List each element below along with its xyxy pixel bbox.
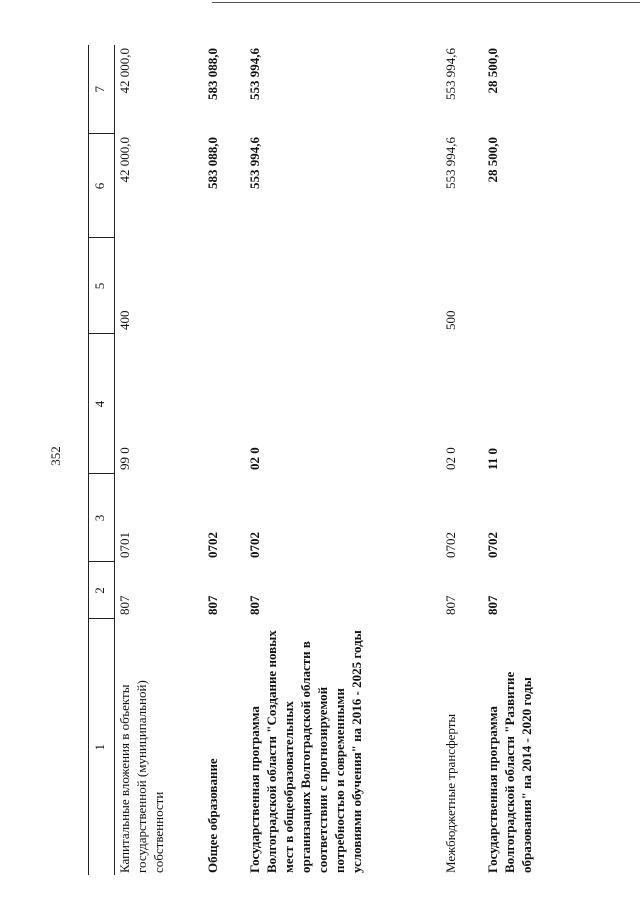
cell-col-5 [483, 238, 563, 334]
header-col-1: 1 [89, 619, 115, 875]
header-col-5: 5 [89, 238, 115, 334]
cell-col-4: 02 0 [442, 447, 458, 470]
page-number: 352 [48, 446, 63, 466]
table-row [441, 45, 483, 875]
header-col-6: 6 [89, 134, 115, 238]
cell-col-2: 807 [442, 595, 458, 615]
cell-col-2: 807 [117, 595, 132, 615]
cell-col-2: 807 [204, 595, 220, 615]
cell-col-3: 0702 [204, 532, 220, 558]
cell-col-7: 553 994,6 [246, 48, 262, 100]
top-rule [212, 2, 640, 3]
header-col-3: 3 [89, 474, 115, 562]
cell-col-3: 0701 [117, 532, 132, 558]
rotated-table-container [88, 45, 633, 875]
cell-col-7: 553 994,6 [442, 48, 458, 100]
cell-col-6: 553 994,6 [246, 137, 262, 189]
header-row [89, 45, 115, 875]
cell-col-6: 28 500,0 [484, 137, 500, 183]
row-name: Государственная программа Волгоградской области "Развитие образования" на 2014 - 2020 годы [484, 671, 534, 873]
cell-col-4: 02 0 [246, 447, 262, 470]
cell-col-7: 28 500,0 [484, 48, 500, 94]
cell-col-4 [203, 334, 245, 474]
table-row [245, 45, 441, 875]
header-col-4: 4 [89, 334, 115, 474]
cell-col-5 [245, 238, 441, 334]
row-name: Межбюджетные трансферты [442, 713, 458, 873]
cell-col-3: 0702 [442, 532, 458, 558]
cell-col-7: 42 000,0 [117, 48, 132, 94]
cell-col-3: 0702 [246, 532, 262, 558]
table-row [483, 45, 563, 875]
table-row [203, 45, 245, 875]
cell-col-6: 42 000,0 [117, 137, 132, 183]
cell-col-2: 807 [484, 595, 500, 615]
cell-col-5: 500 [442, 310, 458, 330]
cell-col-5: 400 [117, 310, 132, 330]
budget-table [88, 45, 563, 875]
cell-col-6: 553 994,6 [442, 137, 458, 189]
cell-col-4: 99 0 [117, 447, 132, 470]
row-name: Государственная программа Волгоградской области "Создание новых мест в общеобразовательных организациях Волгоградской области в соответствии с прогнозируемой потребностью и современными условиями обучения" на 2016 - 2025 годы [246, 630, 364, 873]
row-name: Капитальные вложения в объекты государственной (муниципальной) собственности [117, 680, 166, 873]
cell-col-7: 583 088,0 [204, 48, 220, 100]
header-col-2: 2 [89, 562, 115, 619]
header-col-7: 7 [89, 45, 115, 134]
cell-col-2: 807 [246, 595, 262, 615]
cell-col-6: 583 088,0 [204, 137, 220, 189]
table-row [115, 45, 203, 875]
cell-col-4: 11 0 [484, 447, 500, 470]
cell-col-3: 0702 [484, 532, 500, 558]
cell-col-5 [203, 238, 245, 334]
row-name: Общее образование [204, 758, 220, 873]
